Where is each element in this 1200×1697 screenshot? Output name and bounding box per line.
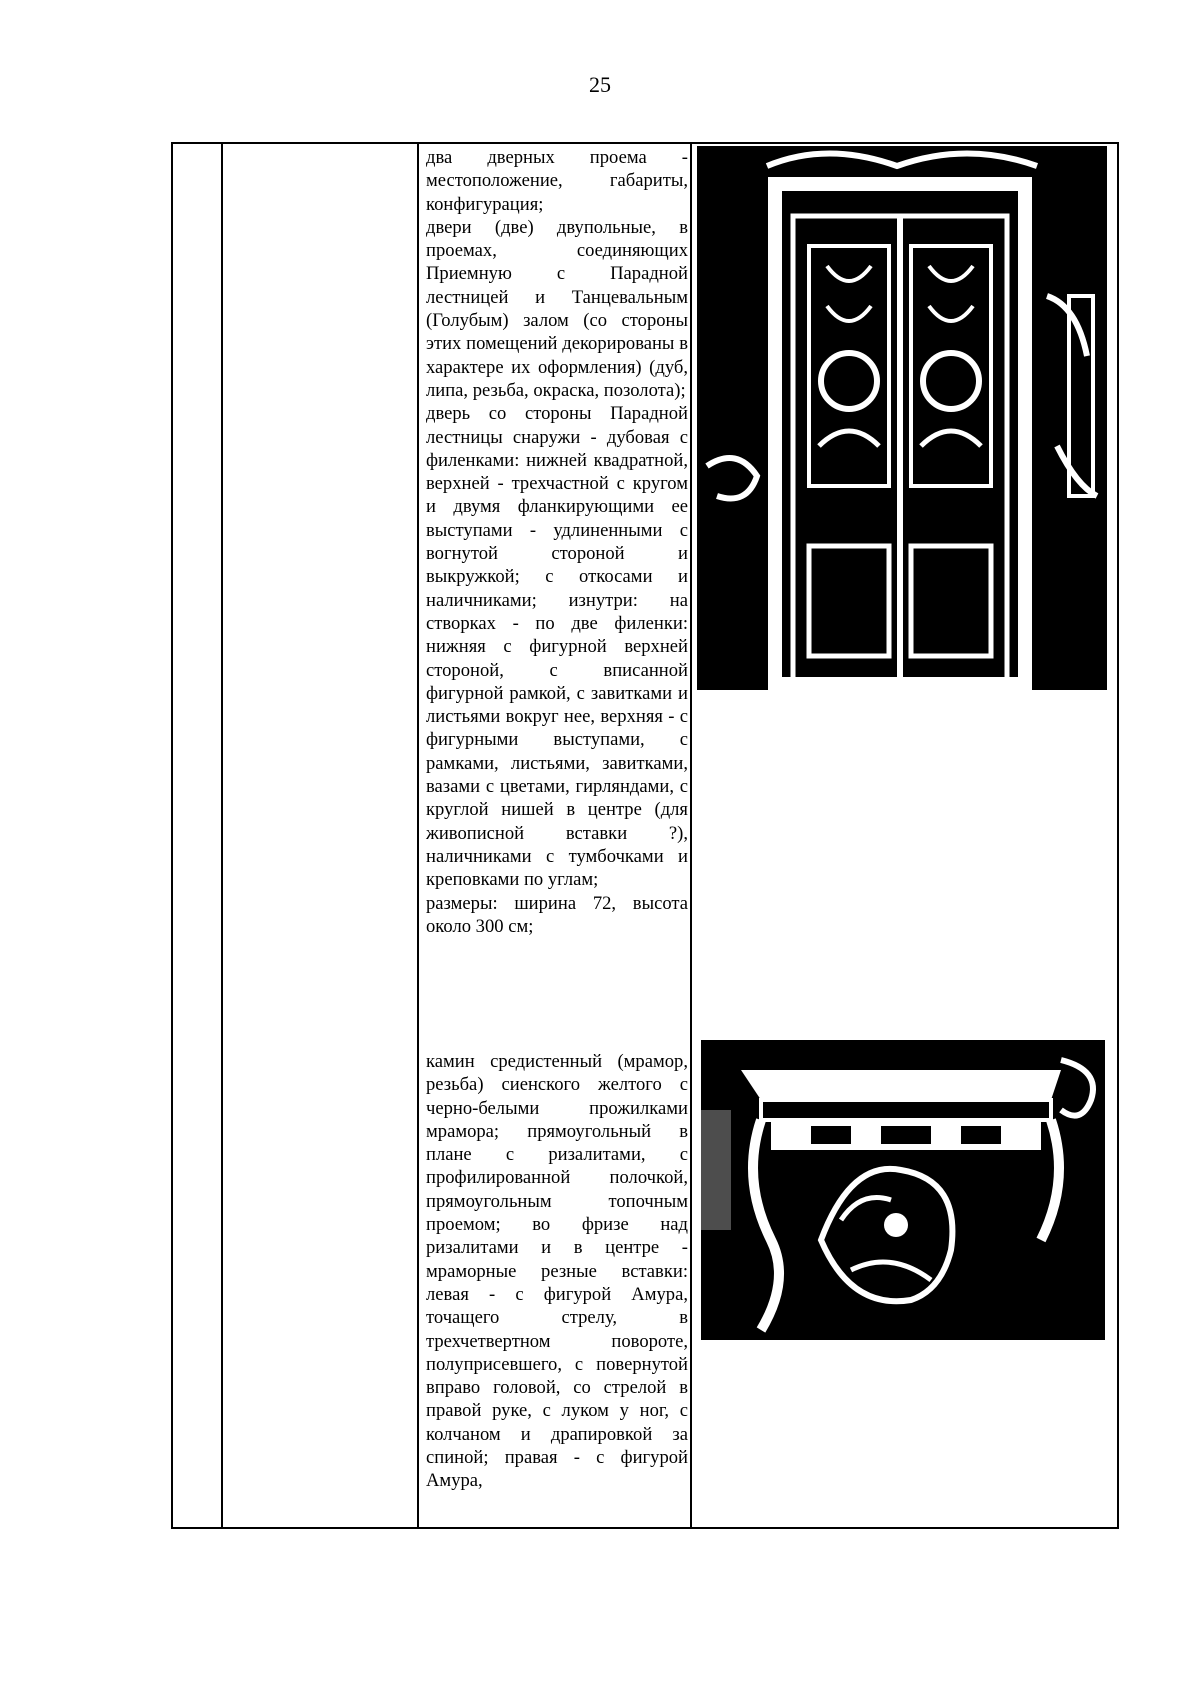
- paragraph: камин средистенный (мрамор, резьба) сиенского желтого с черно-белыми прожилками мрамора; прямоугольный в плане с ризалитами, с профилированной полочкой, прямоугольным топочным проемом; во фризе над ризалитами и в центре - мраморные резные вставки: левая - с фигурой Амура, точащего стрелу, в трехчетвертном повороте, полуприсевшего, с повернутой вправо головой, со стрелой в правой руке, с луком у ног, с колчаном и драпировкой за спиной; правая - с фигурой Амура,: [426, 1051, 688, 1492]
- description-table: [171, 142, 1119, 1529]
- column-divider-2: [417, 144, 419, 1527]
- fireplace-photo: [701, 1040, 1105, 1340]
- door-description: [426, 146, 688, 938]
- door-photo: [697, 146, 1107, 690]
- column-divider-1: [221, 144, 223, 1527]
- paragraph: дверь со стороны Парадной лестницы снаружи - дубовая с филенками: нижней квадратной, верхней - трехчастной с кругом и двумя фланкирующими ее выступами - удлиненными с вогнутой стороной и выкружкой; с откосами и наличниками; изнутри: на створках - по две филенки: нижняя с фигурной верхней стороной, с вписанной фигурной рамкой, с завитками и листьями вокруг нее, верхняя - с фигурными выступами, с рамками, листьями, завитками, вазами с цветами, гирляндами, с круглой нишей в центре (для живописной вставки ?), наличниками с тумбочками и креповками по углам;: [426, 403, 688, 891]
- paragraph: два дверных проема - местоположение, габариты, конфигурация;: [426, 147, 688, 215]
- door-photo-image: [697, 146, 1107, 690]
- fireplace-description: [426, 1050, 688, 1493]
- fireplace-photo-image: [701, 1040, 1105, 1340]
- page-number: 25: [589, 72, 611, 97]
- paragraph: двери (две) двупольные, в проемах, соединяющих Приемную с Парадной лестницей и Танцевальным (Голубым) залом (со стороны этих помещений декорированы в характере их оформления) (дуб, липа, резьба, окраска, позолота);: [426, 216, 688, 401]
- column-divider-3: [690, 144, 692, 1527]
- paragraph: размеры: ширина 72, высота около 300 см;: [426, 892, 688, 937]
